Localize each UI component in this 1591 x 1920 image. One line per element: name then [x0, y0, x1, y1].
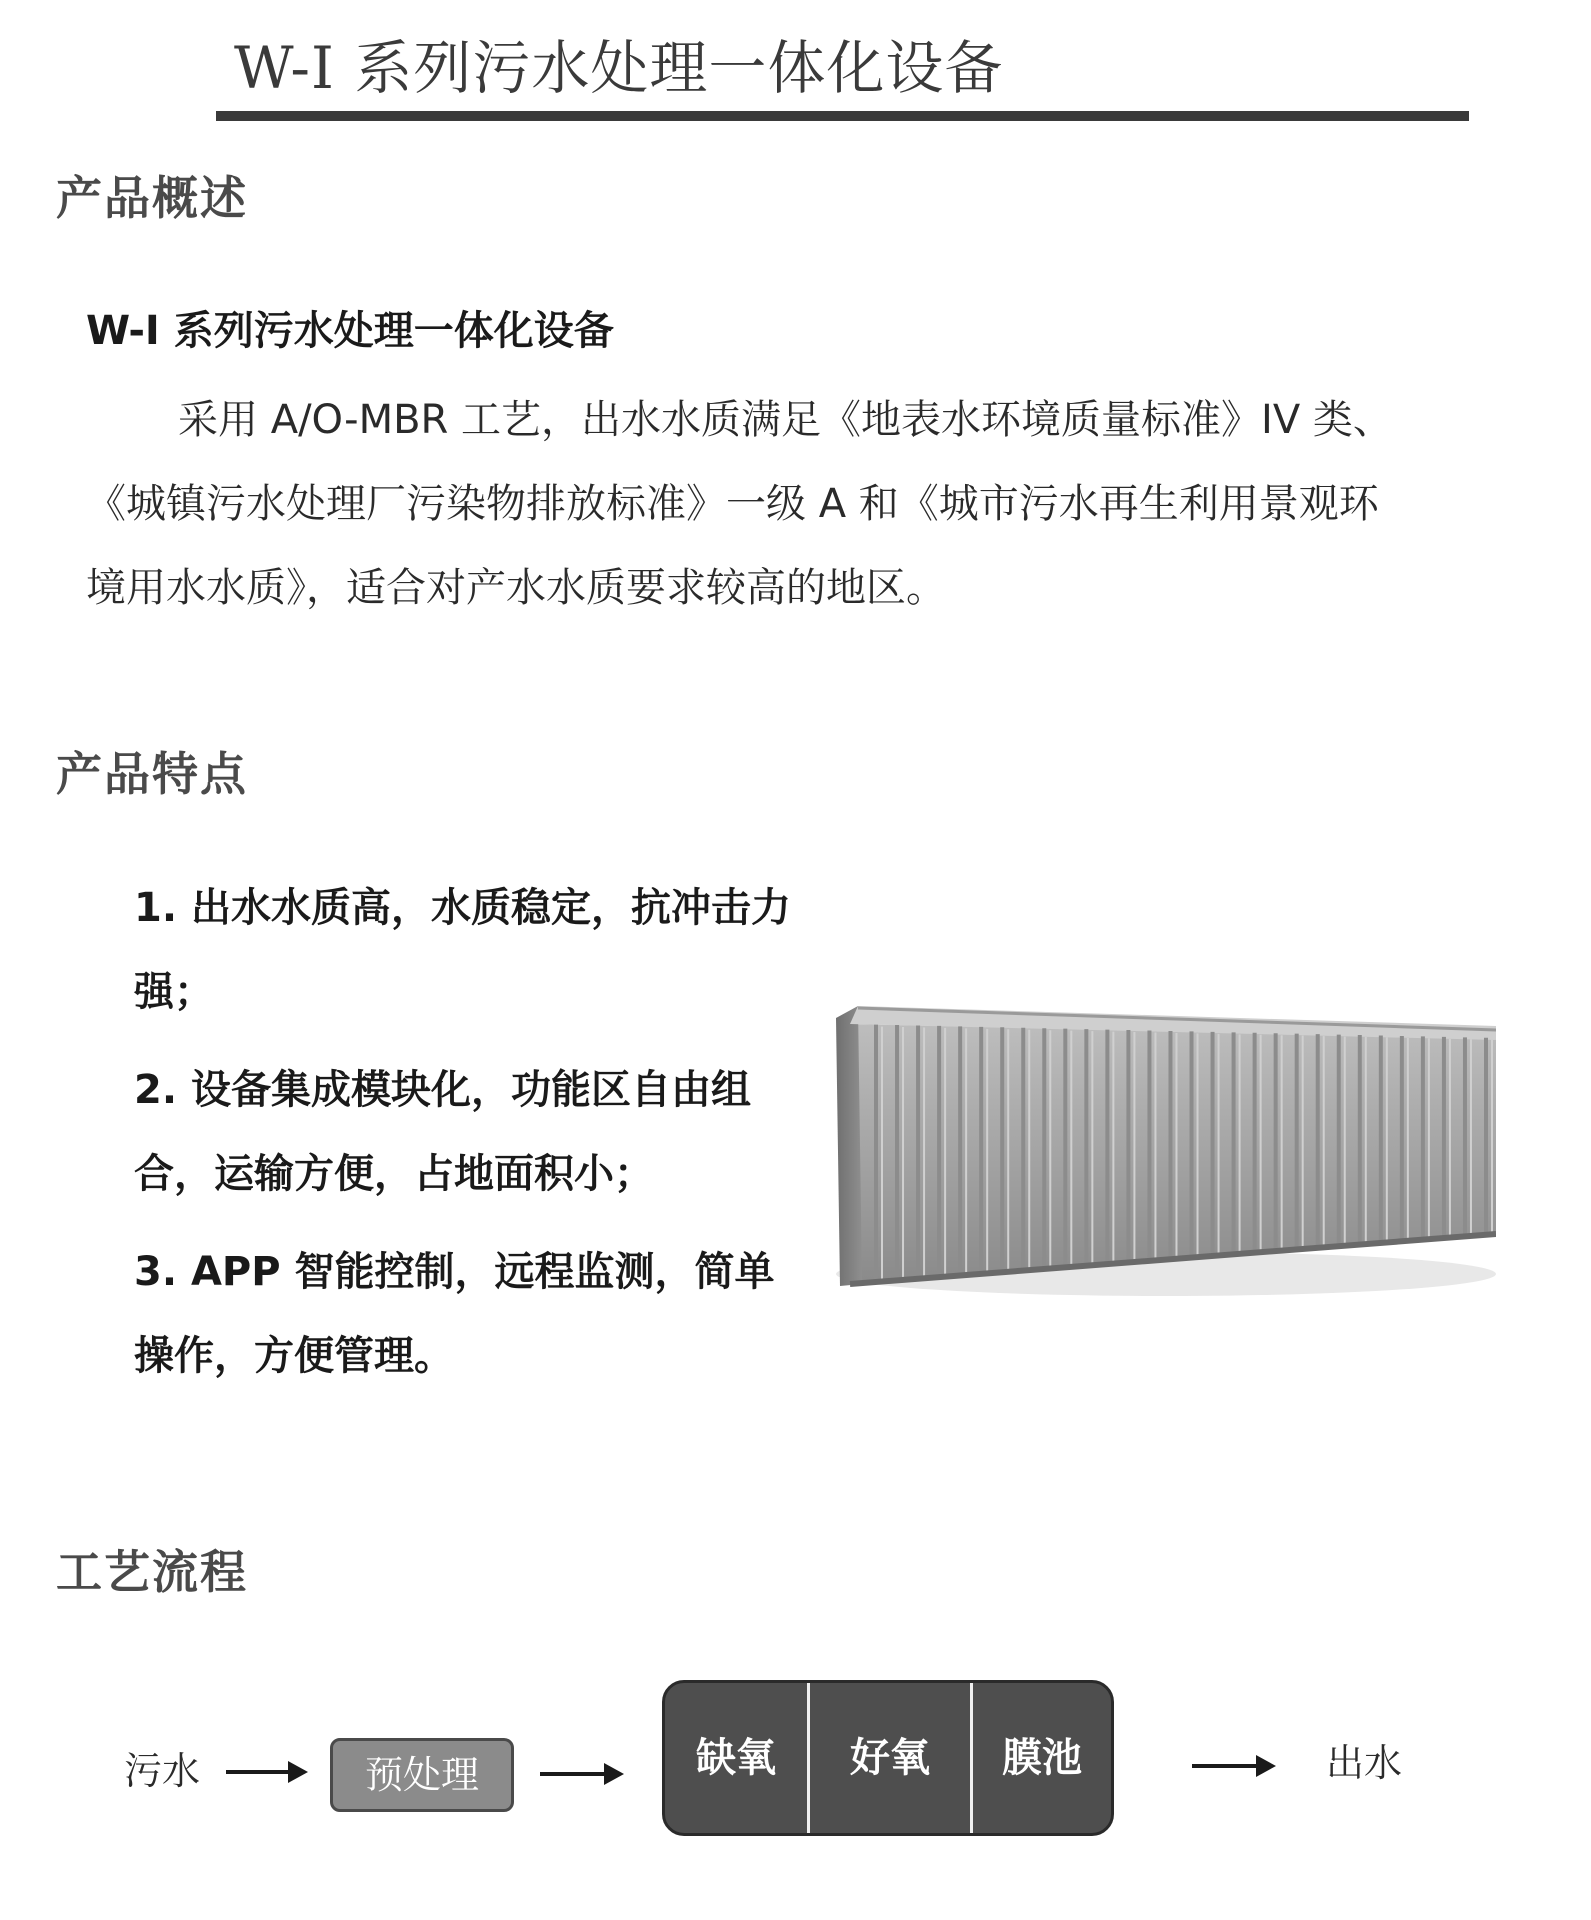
section-heading-process: 工艺流程 [56, 1545, 248, 1599]
section-heading-features: 产品特点 [56, 747, 248, 801]
overview-paragraph: 采用 A/O-MBR 工艺，出水水质满足《地表水环境质量标准》IV 类、《城镇污水处理厂污染物排放标准》一级 A 和《城市污水再生利用景观环境用水水质》，适合对产水水质要求较高的地区。 [86, 397, 1393, 611]
feature-item-1: 1. 出水水质高，水质稳定，抗冲击力强； [134, 885, 791, 1015]
feature-list [134, 866, 794, 1412]
flow-arrow-1 [226, 1770, 304, 1774]
flow-arrow-3 [1192, 1764, 1272, 1768]
section-heading-overview: 产品概述 [56, 171, 248, 225]
flow-output-label: 出水 [1326, 1741, 1403, 1785]
page-title: W-I 系列污水处理一体化设备 [234, 34, 1004, 102]
title-divider [216, 111, 1469, 121]
process-flow-diagram [0, 1680, 1591, 1860]
flow-arrow-2 [540, 1772, 620, 1776]
feature-item-2: 2. 设备集成模块化，功能区自由组合，运输方便，占地面积小； [134, 1067, 751, 1197]
treatment-process-box [662, 1680, 1114, 1836]
stage-anoxic: 缺氧 [696, 1735, 776, 1781]
stage-aerobic: 好氧 [850, 1735, 930, 1781]
feature-item-3: 3. APP 智能控制，远程监测，简单操作，方便管理。 [134, 1249, 775, 1379]
container-equipment-image [836, 984, 1496, 1302]
stage-membrane-tank: 膜池 [1002, 1735, 1082, 1781]
overview-subtitle: W-I 系列污水处理一体化设备 [86, 308, 614, 354]
pretreatment-box: 预处理 [330, 1738, 514, 1812]
flow-input-label: 污水 [124, 1749, 201, 1793]
